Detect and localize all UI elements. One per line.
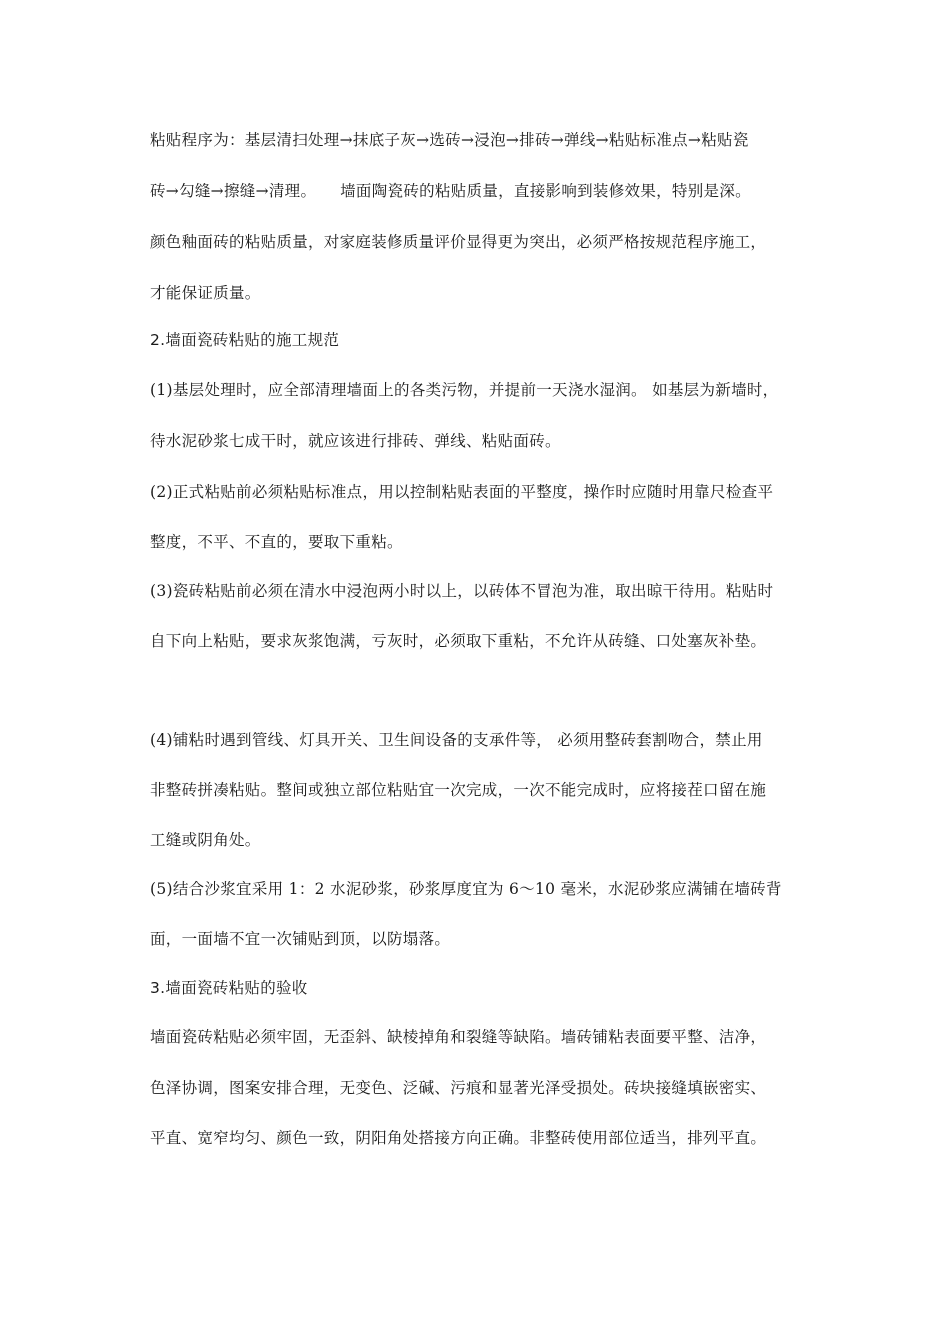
paragraph-line: (5)结合沙浆宜采用 1：2 水泥砂浆，砂浆厚度宜为 6～10 毫米，水泥砂浆应满铺在墙砖背 — [150, 880, 782, 898]
paragraph-line: 才能保证质量。 — [150, 284, 261, 302]
paragraph-line: 色泽协调，图案安排合理，无变色、泛碱、污痕和显著光泽受损处。砖块接缝填嵌密实、 — [150, 1079, 767, 1097]
section-heading: 2.墙面瓷砖粘贴的施工规范 — [150, 331, 340, 349]
paragraph-line: (4)铺粘时遇到管线、灯具开关、卫生间设备的支承件等， 必须用整砖套割吻合，禁止用 — [150, 731, 763, 749]
paragraph-line: 整度，不平、不直的，要取下重粘。 — [150, 533, 403, 551]
paragraph-line: 待水泥砂浆七成干时，就应该进行排砖、弹线、粘贴面砖。 — [150, 432, 561, 450]
paragraph-line: 砖→勾缝→擦缝→清理。 墙面陶瓷砖的粘贴质量，直接影响到装修效果，特别是深。 — [150, 182, 751, 200]
paragraph-line: 非整砖拼凑粘贴。整间或独立部位粘贴宜一次完成，一次不能完成时，应将接茬口留在施 — [150, 781, 767, 799]
paragraph-line: 粘贴程序为：基层清扫处理→抹底子灰→选砖→浸泡→排砖→弹线→粘贴标准点→粘贴瓷 — [150, 131, 749, 149]
paragraph-line: (1)基层处理时，应全部清理墙面上的各类污物，并提前一天浇水湿润。 如基层为新墙时， — [150, 381, 779, 399]
paragraph-line: 面，一面墙不宜一次铺贴到顶，以防塌落。 — [150, 930, 451, 948]
paragraph-line: 工缝或阴角处。 — [150, 831, 261, 849]
section-heading: 3.墙面瓷砖粘贴的验收 — [150, 979, 308, 997]
paragraph-line: 颜色釉面砖的粘贴质量，对家庭装修质量评价显得更为突出，必须严格按规范程序施工， — [150, 233, 767, 251]
paragraph-line: 自下向上粘贴，要求灰浆饱满，亏灰时，必须取下重粘，不允许从砖缝、口处塞灰补垫。 — [150, 632, 767, 650]
paragraph-line: (2)正式粘贴前必须粘贴标准点，用以控制粘贴表面的平整度，操作时应随时用靠尺检查平 — [150, 483, 774, 501]
paragraph-line: 平直、宽窄均匀、颜色一致，阴阳角处搭接方向正确。非整砖使用部位适当，排列平直。 — [150, 1129, 767, 1147]
paragraph-line: (3)瓷砖粘贴前必须在清水中浸泡两小时以上，以砖体不冒泡为准，取出晾干待用。粘贴时 — [150, 582, 774, 600]
paragraph-line: 墙面瓷砖粘贴必须牢固，无歪斜、缺棱掉角和裂缝等缺陷。墙砖铺粘表面要平整、洁净， — [150, 1028, 767, 1046]
